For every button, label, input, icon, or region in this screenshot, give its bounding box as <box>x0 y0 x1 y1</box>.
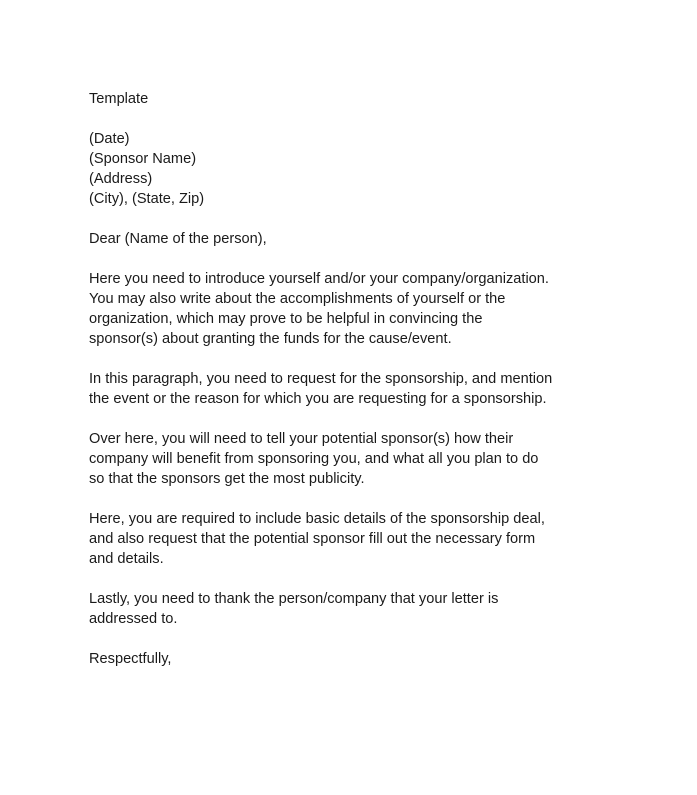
paragraph-line: the event or the reason for which you are requesting for a sponsorship. <box>89 391 547 407</box>
paragraph-line: sponsor(s) about granting the funds for the cause/event. <box>89 331 452 347</box>
closing: Respectfully, <box>89 651 172 667</box>
paragraph-line: addressed to. <box>89 611 178 627</box>
paragraph-thanks <box>89 589 679 629</box>
letter-page <box>89 89 679 689</box>
paragraph-line: Over here, you will need to tell your potential sponsor(s) how their <box>89 431 514 447</box>
paragraph-benefits <box>89 429 679 489</box>
city-state-zip-line: (City), (State, Zip) <box>89 191 205 207</box>
paragraph-line: In this paragraph, you need to request for the sponsorship, and mention <box>89 371 553 387</box>
paragraph-line: so that the sponsors get the most publicity. <box>89 471 365 487</box>
recipient-address-block <box>89 129 679 209</box>
paragraph-introduction <box>89 269 679 349</box>
letter-heading: Template <box>89 91 149 107</box>
date-line: (Date) <box>89 131 130 147</box>
salutation-block <box>89 229 679 249</box>
paragraph-line: Here, you are required to include basic details of the sponsorship deal, <box>89 511 545 527</box>
closing-block <box>89 649 679 669</box>
paragraph-line: and also request that the potential sponsor fill out the necessary form <box>89 531 536 547</box>
paragraph-line: Here you need to introduce yourself and/or your company/organization. <box>89 271 549 287</box>
paragraph-line: organization, which may prove to be helpful in convincing the <box>89 311 483 327</box>
sponsor-name-line: (Sponsor Name) <box>89 151 197 167</box>
paragraph-line: You may also write about the accomplishments of yourself or the <box>89 291 506 307</box>
paragraph-line: and details. <box>89 551 164 567</box>
letter-heading-block <box>89 89 679 109</box>
salutation: Dear (Name of the person), <box>89 231 267 247</box>
paragraph-line: company will benefit from sponsoring you, and what all you plan to do <box>89 451 539 467</box>
paragraph-deal-details <box>89 509 679 569</box>
paragraph-line: Lastly, you need to thank the person/company that your letter is <box>89 591 499 607</box>
address-line: (Address) <box>89 171 153 187</box>
paragraph-request <box>89 369 679 409</box>
